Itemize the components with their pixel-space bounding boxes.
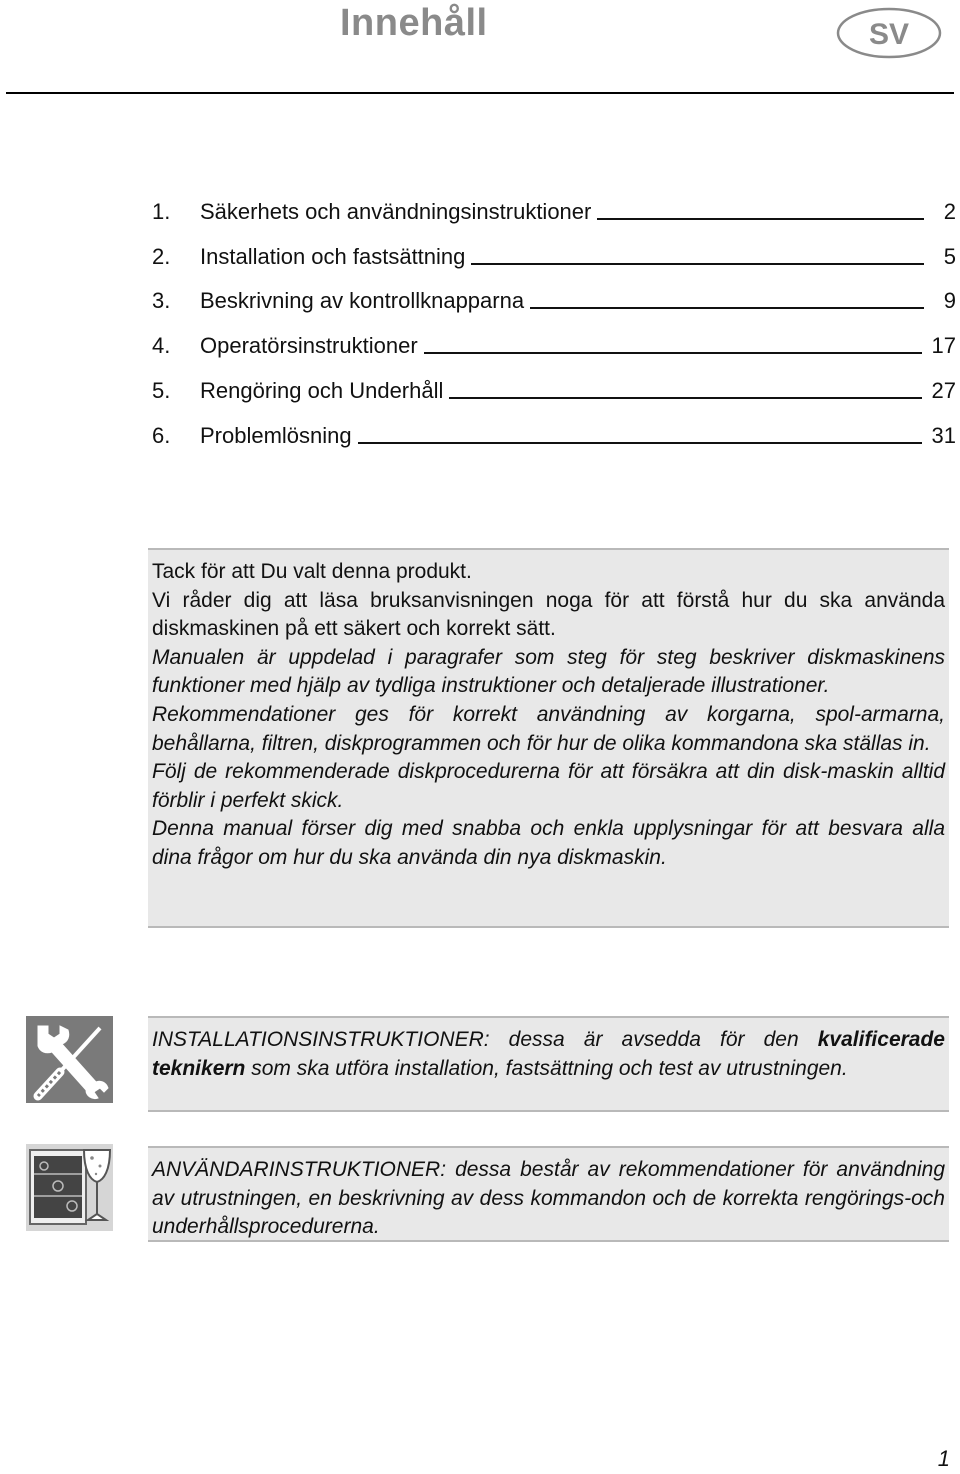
toc-entry-number: 5. — [152, 377, 171, 403]
toc-entry[interactable] — [152, 225, 956, 270]
toc-entry-page: 27 — [931, 377, 956, 403]
language-badge — [836, 6, 942, 60]
toc-entry-number: 2. — [152, 243, 171, 269]
toc-entry-number: 4. — [152, 333, 171, 359]
installation-instructions-note — [148, 1016, 949, 1112]
toc-entry[interactable] — [152, 359, 956, 404]
intro-panel — [148, 548, 949, 928]
toc-leader-line — [358, 441, 922, 444]
wrench-screwdriver-icon — [26, 1016, 113, 1103]
toc-entry-page: 9 — [943, 288, 956, 314]
installation-note-emphasis: kvalificerade teknikern — [152, 1028, 945, 1080]
intro-paragraph: Tack för att Du valt denna produkt. — [152, 560, 472, 583]
toc-entry-page: 31 — [931, 422, 956, 448]
intro-paragraph: Rekommendationer ges för korrekt användning av korgarna, spol-armarna, behållarna, filtren, diskprogrammen och för hur de olika kommandona ska ställas in. — [152, 702, 945, 755]
toc-leader-line — [530, 306, 924, 309]
toc-entry-page: 5 — [943, 243, 956, 269]
toc-entry-number: 6. — [152, 422, 171, 448]
toc-entry-page: 17 — [931, 333, 956, 359]
user-instructions-note — [148, 1146, 949, 1242]
toc-entry-title[interactable]: Säkerhets och användningsinstruktioner — [200, 198, 592, 224]
toc-entry[interactable] — [152, 180, 956, 225]
installation-note-text: som ska utföra installation, fastsättning och test av utrustningen. — [245, 1056, 848, 1080]
intro-paragraph: Vi råder dig att läsa bruksanvisningen noga för att förstå hur du ska använda diskmaskinen på ett säkert och korrekt sätt. — [152, 588, 945, 641]
intro-paragraph: Denna manual förser dig med snabba och enkla upplysningar för att besvara alla dina frågor om hur du ska använda din nya diskmaskin. — [152, 817, 945, 869]
page-number: 1 — [937, 1446, 950, 1471]
toc-entry-title[interactable]: Operatörsinstruktioner — [200, 333, 418, 359]
table-of-contents — [152, 180, 956, 449]
intro-paragraph: Följ de rekommenderade diskprocedurerna för att försäkra att din disk-maskin alltid förblir i perfekt skick. — [152, 760, 945, 812]
toc-entry[interactable] — [152, 270, 956, 315]
toc-entry-page: 2 — [943, 198, 956, 224]
user-note-text: ANVÄNDARINSTRUKTIONER: dessa består av rekommendationer för användning av utrustningen, en beskrivning av dess kommandon och de korrekta rengörings-och underhållsprocedurerna. — [152, 1158, 945, 1239]
toc-entry[interactable] — [152, 404, 956, 449]
toc-entry-number: 3. — [152, 288, 171, 314]
page-title: Innehåll — [340, 2, 488, 44]
toc-entry-title[interactable]: Problemlösning — [200, 422, 352, 448]
dishwasher-glass-icon — [26, 1144, 113, 1231]
toc-leader-line — [449, 396, 921, 399]
language-badge-label: SV — [868, 18, 910, 51]
toc-leader-line — [471, 262, 924, 265]
toc-entry-number: 1. — [152, 198, 171, 224]
toc-entry-title[interactable]: Beskrivning av kontrollknapparna — [200, 288, 525, 314]
toc-leader-line — [424, 351, 922, 354]
installation-note-text: INSTALLATIONSINSTRUKTIONER: dessa är avsedda för den — [152, 1028, 818, 1051]
toc-entry-title[interactable]: Rengöring och Underhåll — [200, 377, 444, 403]
toc-leader-line — [597, 217, 924, 220]
intro-paragraph: Manualen är uppdelad i paragrafer som steg för steg beskriver diskmaskinens funktioner med hjälp av tydliga instruktioner och detaljerade illustrationer. — [152, 645, 945, 698]
toc-entry-title[interactable]: Installation och fastsättning — [200, 243, 466, 269]
toc-entry[interactable] — [152, 314, 956, 359]
header-divider — [6, 92, 954, 94]
